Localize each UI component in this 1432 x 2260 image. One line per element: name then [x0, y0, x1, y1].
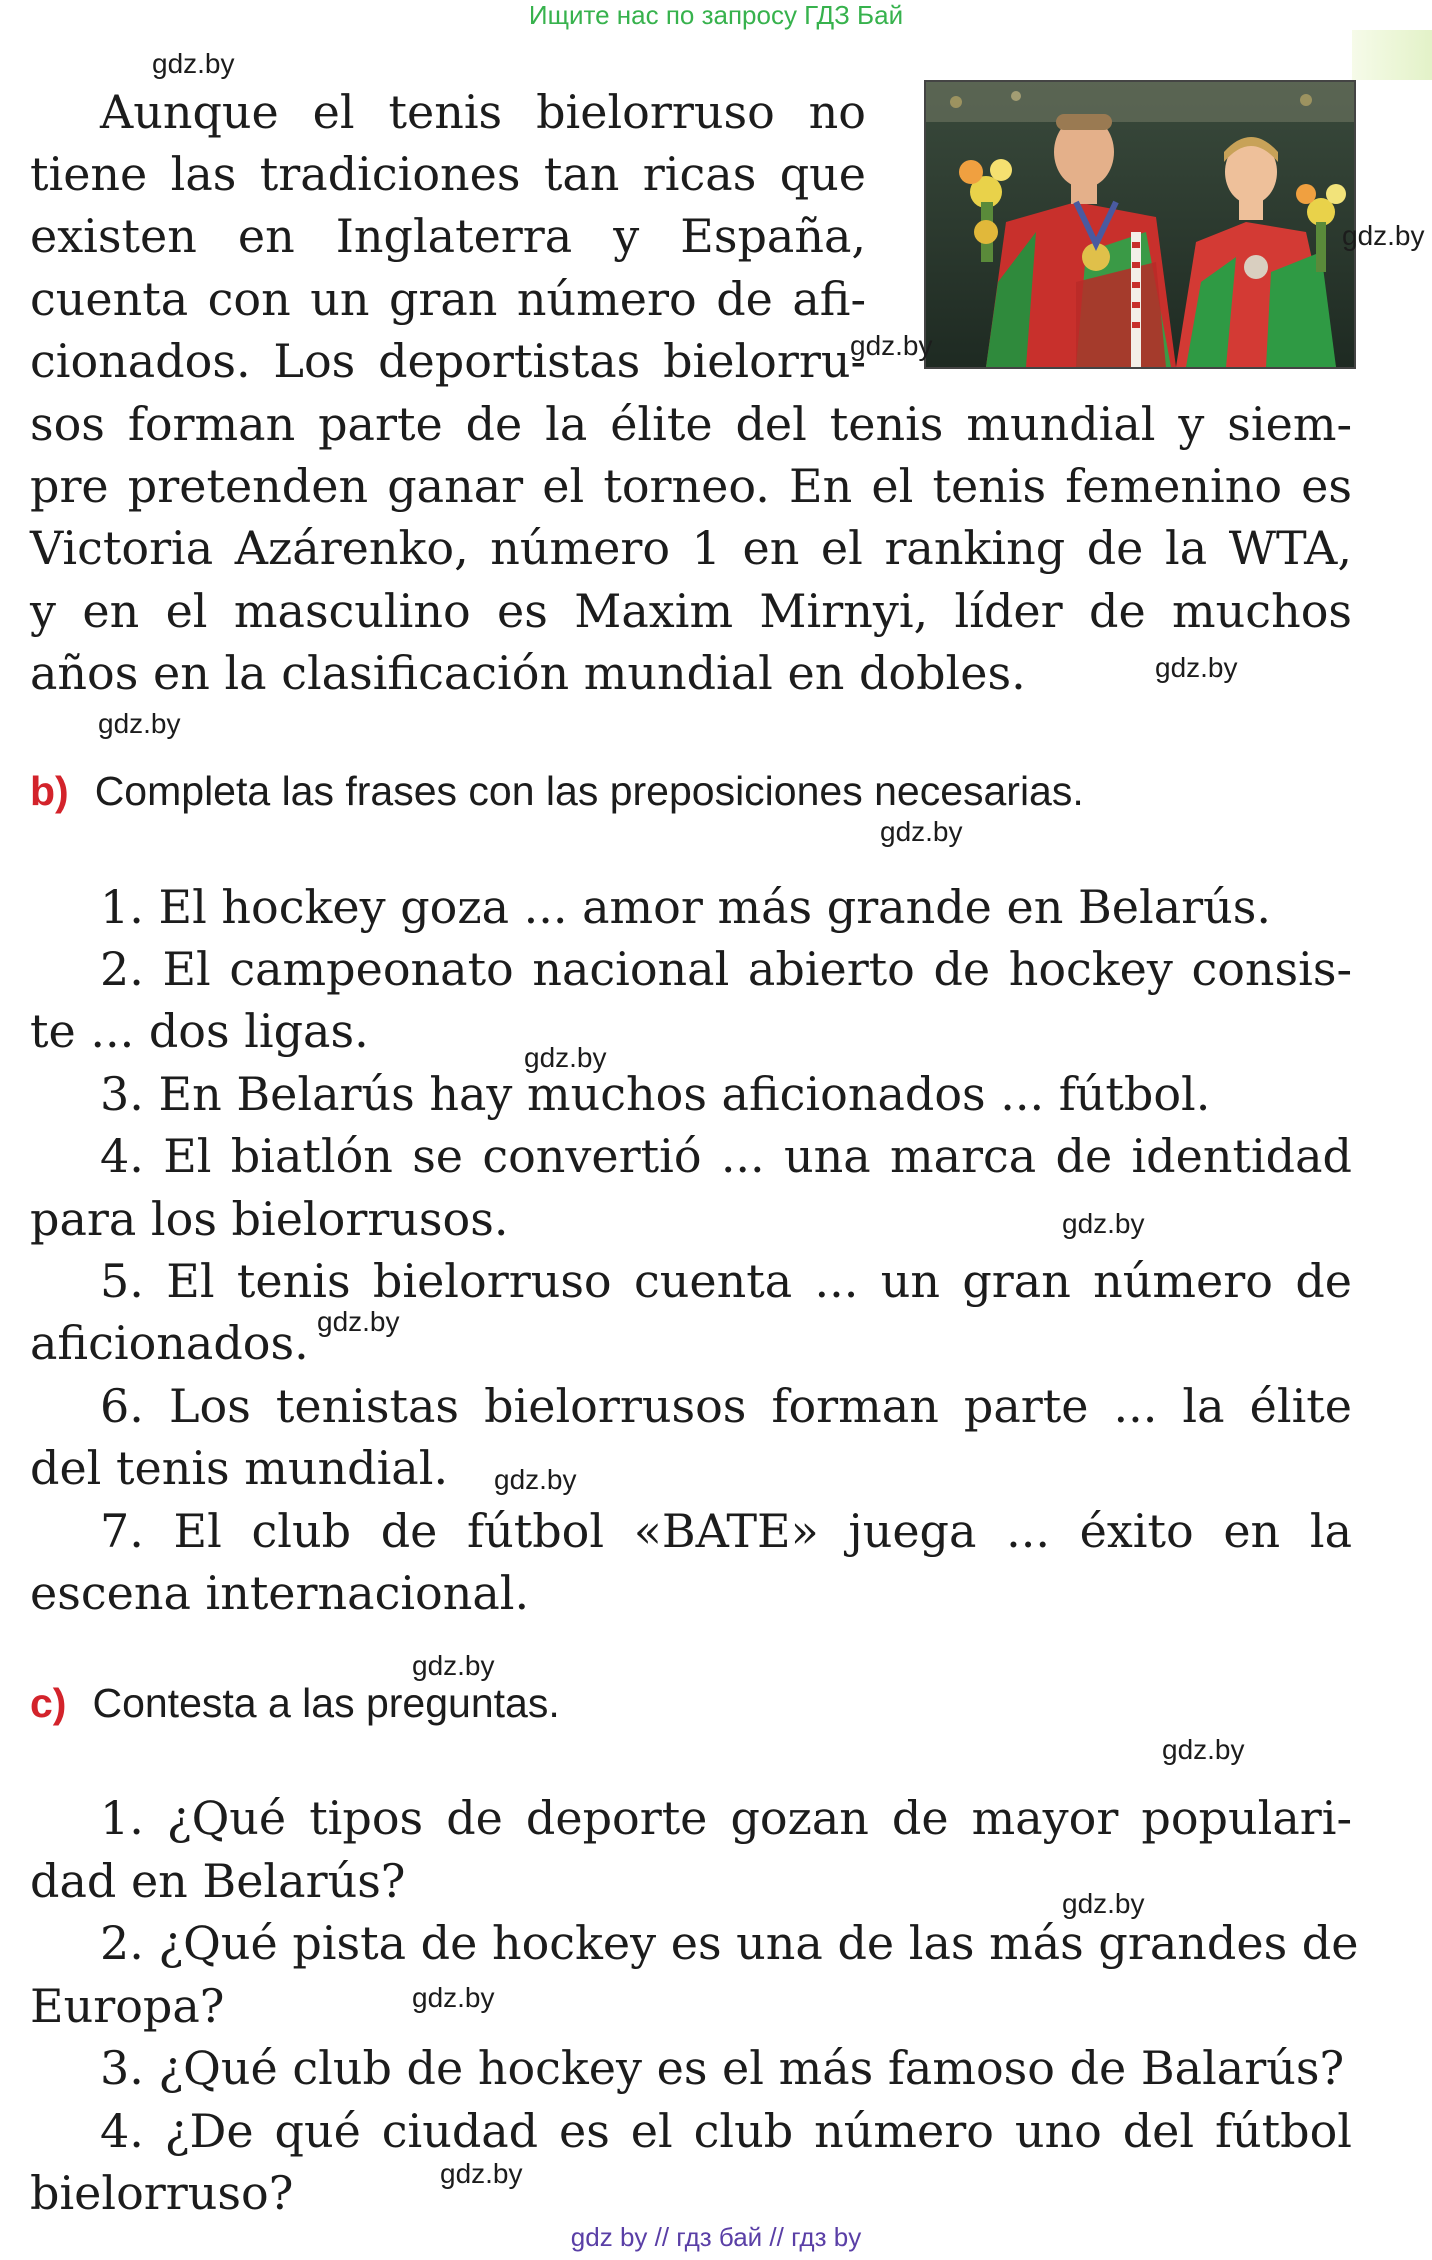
section-c-letter: c)	[30, 1680, 67, 1726]
list-item: 6. Los tenistas bielorrusos forman parte ... la élite	[100, 1379, 1352, 1433]
list-item: te ... dos ligas.	[30, 1004, 369, 1058]
corner-decoration	[1352, 30, 1432, 80]
list-item: 3. En Belarús hay muchos aficionados ... fútbol.	[100, 1067, 1211, 1121]
watermark: gdz.by	[1162, 1734, 1245, 1765]
paragraph-line: cionados. Los deportistas bielorru-	[30, 334, 866, 388]
paragraph-line: Victoria Azárenko, número 1 en el ranking de la WTA,	[30, 521, 1352, 575]
list-item: 2. El campeonato nacional abierto de hockey consis-	[100, 942, 1352, 996]
section-c-heading	[30, 1680, 560, 1727]
list-item: 7. El club de fútbol «BATE» juega ... éxito en la	[100, 1504, 1352, 1558]
tennis-players-photo	[924, 80, 1356, 369]
watermark: gdz.by	[98, 708, 181, 739]
list-item: dad en Belarús?	[30, 1854, 406, 1908]
watermark: gdz.by	[524, 1042, 607, 1073]
watermark: gdz.by	[1062, 1208, 1145, 1239]
section-b-heading	[30, 768, 1084, 815]
list-item: 5. El tenis bielorruso cuenta ... un gran número de	[100, 1254, 1352, 1308]
paragraph-line: sos forman parte de la élite del tenis mundial y siem-	[30, 397, 1352, 451]
list-item: aficionados.	[30, 1316, 309, 1370]
list-item: 1. El hockey goza ... amor más grande en Belarús.	[100, 880, 1272, 934]
list-item: 3. ¿Qué club de hockey es el más famoso de Balarús?	[100, 2041, 1345, 2095]
paragraph-line: Aunque el tenis bielorruso no	[100, 85, 866, 139]
photo-illustration	[926, 82, 1354, 367]
paragraph-line: cuenta con un gran número de afi-	[30, 272, 866, 326]
paragraph-line: tiene las tradiciones tan ricas que	[30, 147, 866, 201]
watermark: gdz.by	[1342, 220, 1425, 251]
watermark: gdz.by	[317, 1306, 400, 1337]
watermark: gdz.by	[494, 1464, 577, 1495]
list-item: del tenis mundial.	[30, 1441, 449, 1495]
paragraph-line: y en el masculino es Maxim Mirnyi, líder de muchos	[30, 584, 1352, 638]
list-item: para los bielorrusos.	[30, 1192, 509, 1246]
paragraph-line: años en la clasificación mundial en dobles.	[30, 646, 1026, 700]
list-item: 4. ¿De qué ciudad es el club número uno del fútbol	[100, 2104, 1352, 2158]
top-banner: Ищите нас по запросу ГДЗ Бай	[528, 0, 904, 30]
watermark: gdz.by	[152, 48, 235, 79]
watermark: gdz.by	[1062, 1888, 1145, 1919]
section-c-instruction: Contesta a las preguntas.	[92, 1680, 560, 1726]
section-b-instruction: Completa las frases con las preposiciones necesarias.	[94, 768, 1084, 814]
watermark: gdz.by	[1155, 652, 1238, 683]
watermark: gdz.by	[880, 816, 963, 847]
list-item: 1. ¿Qué tipos de deporte gozan de mayor populari-	[100, 1791, 1352, 1845]
list-item: bielorruso?	[30, 2166, 294, 2220]
paragraph-line: pre pretenden ganar el torneo. En el tenis femenino es	[30, 459, 1352, 513]
list-item: 2. ¿Qué pista de hockey es una de las más grandes de	[100, 1916, 1359, 1970]
list-item: Europa?	[30, 1979, 225, 2033]
watermark: gdz.by	[440, 2158, 523, 2189]
watermark: gdz.by	[412, 1650, 495, 1681]
footer-links[interactable]: gdz by // гдз бай // гдз by	[570, 2222, 862, 2252]
watermark: gdz.by	[850, 330, 933, 361]
list-item: escena internacional.	[30, 1566, 530, 1620]
section-b-letter: b)	[30, 768, 69, 814]
watermark: gdz.by	[412, 1982, 495, 2013]
list-item: 4. El biatlón se convertió ... una marca de identidad	[100, 1129, 1352, 1183]
paragraph-line: existen en Inglaterra y España,	[30, 209, 866, 263]
